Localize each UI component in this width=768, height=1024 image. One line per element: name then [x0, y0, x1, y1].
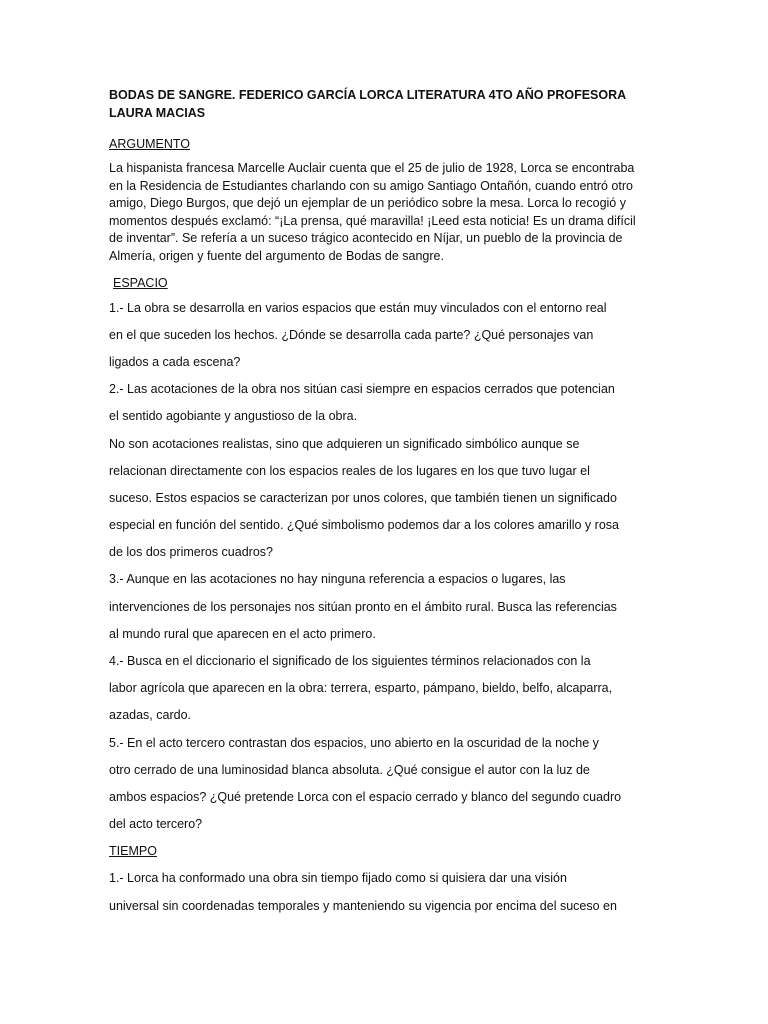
espacio-line: No son acotaciones realistas, sino que adquieren un significado simbólico aunque se	[109, 436, 580, 451]
argumento-paragraph: La hispanista francesa Marcelle Auclair cuenta que el 25 de julio de 1928, Lorca se encontraba en la Residencia de Estudiantes charlando con su amigo Santiago Ontañón, cuando entró otro amigo, Diego Burgos, que dejó un ejemplar de un periódico sobre la mesa. Lorca lo recogió y momentos después exclamó: “¡La prensa, qué maravilla! ¡Leed esta noticia! Es un drama difícil de inventar”. Se refería a un suceso trágico acontecido en Níjar, un pueblo de la provincia de Almería, origen y fuente del argumento de Bodas de sangre.	[109, 161, 636, 263]
heading-tiempo: TIEMPO	[109, 844, 157, 859]
espacio-body	[109, 299, 639, 843]
document-title: BODAS DE SANGRE. FEDERICO GARCÍA LORCA LITERATURA 4TO AÑO PROFESORA LAURA MACIAS	[109, 88, 626, 120]
espacio-line: intervenciones de los personajes nos sitúan pronto en el ámbito rural. Busca las referencias	[109, 599, 617, 614]
espacio-line: de los dos primeros cuadros?	[109, 545, 273, 560]
espacio-line: especial en función del sentido. ¿Qué simbolismo podemos dar a los colores amarillo y rosa	[109, 518, 619, 533]
heading-argumento: ARGUMENTO	[109, 137, 191, 151]
espacio-line: 1.- La obra se desarrolla en varios espacios que están muy vinculados con el entorno real	[109, 300, 607, 315]
espacio-line: ligados a cada escena?	[109, 354, 241, 369]
document-body	[109, 87, 639, 924]
espacio-line: al mundo rural que aparecen en el acto primero.	[109, 626, 376, 641]
espacio-line: del acto tercero?	[109, 817, 203, 832]
espacio-line: labor agrícola que aparecen en la obra: terrera, esparto, pámpano, bieldo, belfo, alcaparra,	[109, 681, 613, 696]
espacio-line: relacionan directamente con los espacios reales de los lugares en los que tuvo lugar el	[109, 463, 590, 478]
tiempo-line: 1.- Lorca ha conformado una obra sin tiempo fijado como si quisiera dar una visión	[109, 871, 567, 886]
espacio-line: en el que suceden los hechos. ¿Dónde se desarrolla cada parte? ¿Qué personajes van	[109, 327, 594, 342]
espacio-line: 5.- En el acto tercero contrastan dos espacios, uno abierto en la oscuridad de la noche y	[109, 735, 599, 750]
heading-espacio: ESPACIO	[113, 275, 168, 290]
espacio-line: el sentido agobiante y angustioso de la obra.	[109, 409, 358, 424]
tiempo-line: universal sin coordenadas temporales y manteniendo su vigencia por encima del suceso en	[109, 898, 617, 913]
espacio-line: ambos espacios? ¿Qué pretende Lorca con el espacio cerrado y blanco del segundo cuadro	[109, 789, 622, 804]
espacio-line: suceso. Estos espacios se caracterizan por unos colores, que también tienen un significado	[109, 490, 617, 505]
espacio-line: otro cerrado de una luminosidad blanca absoluta. ¿Qué consigue el autor con la luz de	[109, 762, 590, 777]
tiempo-body	[109, 869, 639, 923]
espacio-line: 4.- Busca en el diccionario el significado de los siguientes términos relacionados con la	[109, 654, 591, 668]
espacio-line: 3.- Aunque en las acotaciones no hay ninguna referencia a espacios o lugares, las	[109, 572, 566, 587]
espacio-line: azadas, cardo.	[109, 708, 191, 723]
espacio-line: 2.- Las acotaciones de la obra nos sitúan casi siempre en espacios cerrados que potencian	[109, 382, 615, 397]
